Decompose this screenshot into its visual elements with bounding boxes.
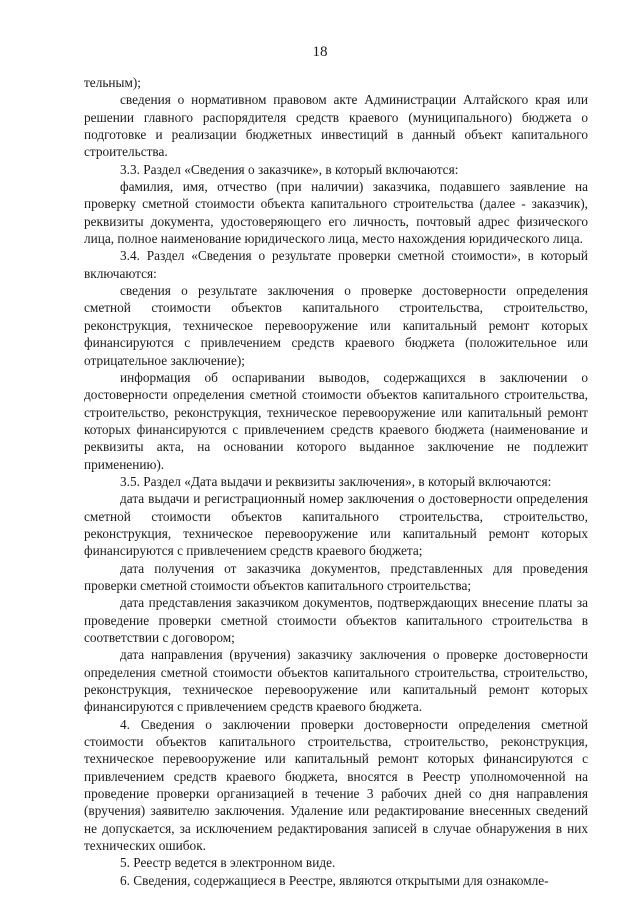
page-number: 18 <box>312 44 328 60</box>
paragraph: 3.3. Раздел «Сведения о заказчике», в который включаются: <box>120 161 459 177</box>
paragraph: дата направления (вручения) заказчику заключения о проверке достоверности определения сметной стоимости объектов капитального строительства, строительство, реконструкция, техническое перевооружение или капитальный ремонт которых финансируются с привлечением средств краевого бюджета. <box>84 647 588 715</box>
paragraph: сведения о нормативном правовом акте Администрации Алтайского края или решении главного распорядителя средств краевого (муниципального) бюджета о подготовке и реализации бюджетных инвестиций в данный объект капитального строительства. <box>84 92 588 160</box>
paragraph: 5. Реестр ведется в электронном виде. <box>120 855 336 871</box>
paragraph: дата выдачи и регистрационный номер заключения о достоверности определения сметной стоимости объектов капитального строительства, строительство, реконструкция, техническое перевооружение или капитальный ремонт которых финансируются с привлечением средств краевого бюджета; <box>84 491 588 559</box>
paragraph: 6. Сведения, содержащиеся в Реестре, являются открытыми для ознакомле- <box>120 872 549 888</box>
paragraph: 3.5. Раздел «Дата выдачи и реквизиты заключения», в который включаются: <box>120 473 552 489</box>
paragraph: 4. Сведения о заключении проверки достоверности определения сметной стоимости объектов капитального строительства, строительство, реконструкция, техническое перевооружение или капитальный ремонт которых финансируются с привлечением средств краевого бюджета, вносятся в Реестр уполномоченной на проведение проверки организацией в течение 3 рабочих дней со дня направления (вручения) заявителю заключения. Удаление или редактирование внесенных сведений не допускается, за исключением редактирования записей в случае обнаружения в них технических ошибок. <box>84 716 588 854</box>
paragraph: 3.4. Раздел «Сведения о результате проверки сметной стоимости», в который включаются: <box>84 248 588 281</box>
paragraph: сведения о результате заключения о проверке достоверности определения сметной стоимости объектов капитального строительства, строительство, реконструкция, техническое перевооружение или капитальный ремонт которых финансируются с привлечением средств краевого бюджета (положительное или отрицательное заключение); <box>84 283 588 368</box>
paragraph: информация об оспаривании выводов, содержащихся в заключении о достоверности определения сметной стоимости объектов капитального строительства, строительство, реконструкция, техническое перевооружение или капитальный ремонт которых финансируются с привлечением средств краевого бюджета (наименование и реквизиты акта, на основании которого выданное заключение не подлежит применению). <box>84 369 588 472</box>
paragraph: тельным); <box>84 75 141 90</box>
document-body <box>84 74 588 889</box>
paragraph: дата получения от заказчика документов, представленных для проведения проверки сметной стоимости объектов капитального строительства; <box>84 560 588 593</box>
paragraph: фамилия, имя, отчество (при наличии) заказчика, подавшего заявление на проверку сметной стоимости объекта капитального строительства (далее - заказчик), реквизиты документа, удостоверяющего его личность, почтовый адрес физического лица, полное наименование юридического лица, место нахождения юридического лица. <box>84 179 588 247</box>
paragraph: дата представления заказчиком документов, подтверждающих внесение платы за проведение проверки сметной стоимости объектов капитального строительства в соответствии с договором; <box>84 595 588 645</box>
